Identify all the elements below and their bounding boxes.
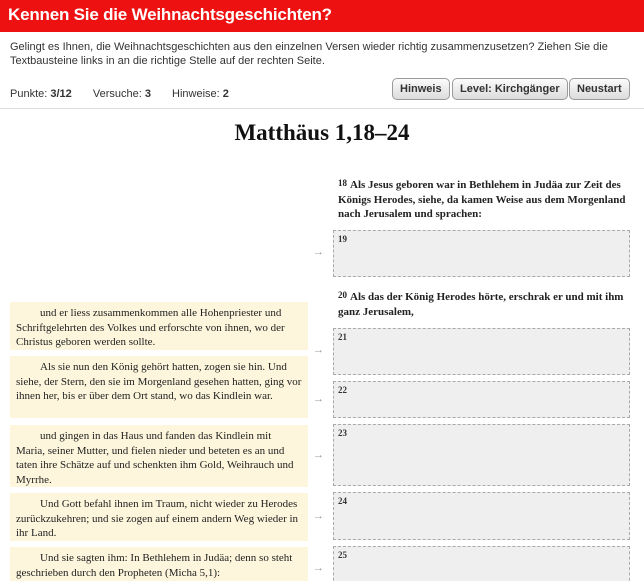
- arrow-icon: →: [313, 344, 324, 356]
- divider: [0, 108, 644, 109]
- points-value: 3/12: [50, 88, 72, 100]
- verse-text: Als das der König Herodes hörte, erschrak er und mit ihm ganz Jerusalem,: [338, 291, 624, 318]
- card-text: und er liess zusammenkommen alle Hohenpriester und Schriftgelehrten des Volkes und erforschte von ihnen, wo der Christus geboren werden sollte.: [16, 307, 285, 348]
- card-text: Und Gott befahl ihnen im Traum, nicht wieder zu Herodes zurückzukehren; und sie zogen auf einem andern Weg wieder in ihr Land.: [16, 498, 299, 539]
- text-card[interactable]: [10, 425, 308, 487]
- verse-20: [338, 290, 628, 319]
- hint-button[interactable]: Hinweis: [392, 78, 450, 100]
- drop-slot-25[interactable]: [333, 546, 630, 581]
- drop-slot-23[interactable]: [333, 424, 630, 486]
- hints-value: 2: [222, 88, 229, 100]
- points-stat: [10, 88, 72, 100]
- card-text: und gingen in das Haus und fanden das Kindlein mit Maria, seiner Mutter, und fielen nieder und beteten es an und taten ihre Schätze auf und schenkten ihm Gold, Weihrauch und Myrrhe.: [16, 430, 294, 486]
- verse-text: Als Jesus geboren war in Bethlehem in Judäa zur Zeit des Königs Herodes, siehe, da kamen Weise aus dem Morgenland nach Jerusalem und sprachen:: [338, 179, 626, 220]
- drop-slot-19[interactable]: [333, 230, 630, 277]
- verse-18: [338, 178, 628, 222]
- slot-number: 25: [338, 550, 347, 560]
- tries-stat: [93, 88, 151, 100]
- instructions-text: Gelingt es Ihnen, die Weihnachtsgeschichten aus den einzelnen Versen wieder richtig zusammenzusetzen? Ziehen Sie die Textbausteine links in an die richtige Stelle auf der rechten Seite.: [10, 41, 608, 67]
- text-card[interactable]: [10, 493, 308, 541]
- restart-button[interactable]: Neustart: [569, 78, 630, 100]
- page-title: Kennen Sie die Weihnachtsgeschichten?: [8, 5, 332, 24]
- slot-number: 19: [338, 234, 347, 244]
- verse-number: 20: [338, 290, 347, 300]
- passage-title: Matthäus 1,18–24: [234, 120, 410, 145]
- arrow-icon: →: [313, 562, 324, 574]
- tries-value: 3: [144, 88, 151, 100]
- slot-number: 22: [338, 385, 347, 395]
- text-card[interactable]: [10, 302, 308, 350]
- tries-label: Versuche:: [92, 88, 142, 100]
- header-bar: [0, 0, 644, 32]
- drop-slot-21[interactable]: [333, 328, 630, 375]
- arrow-icon: →: [313, 393, 324, 405]
- score-bar: [10, 88, 247, 100]
- points-label: Punkte:: [10, 88, 48, 100]
- card-text: Als sie nun den König gehört hatten, zogen sie hin. Und siehe, der Stern, den sie im Morgenland gesehen hatten, ging vor ihnen her, bis er über dem Ort stand, wo das Kindlein war.: [16, 361, 302, 402]
- slot-number: 21: [338, 332, 347, 342]
- level-button[interactable]: Level: Kirchgänger: [452, 78, 568, 100]
- slot-number: 23: [338, 428, 347, 438]
- drop-slot-24[interactable]: [333, 492, 630, 540]
- arrow-icon: →: [313, 246, 324, 258]
- arrow-icon: →: [313, 510, 324, 522]
- text-card[interactable]: [10, 356, 308, 418]
- verse-number: 18: [338, 178, 347, 188]
- hints-label: Hinweise:: [172, 88, 220, 100]
- card-text: Und sie sagten ihm: In Bethlehem in Judäa; denn so steht geschrieben durch den Propheten (Micha 5,1):: [16, 552, 293, 579]
- text-card[interactable]: [10, 547, 308, 581]
- slot-number: 24: [338, 496, 347, 506]
- arrow-icon: →: [313, 449, 324, 461]
- hints-stat: [172, 88, 229, 100]
- drop-slot-22[interactable]: [333, 381, 630, 418]
